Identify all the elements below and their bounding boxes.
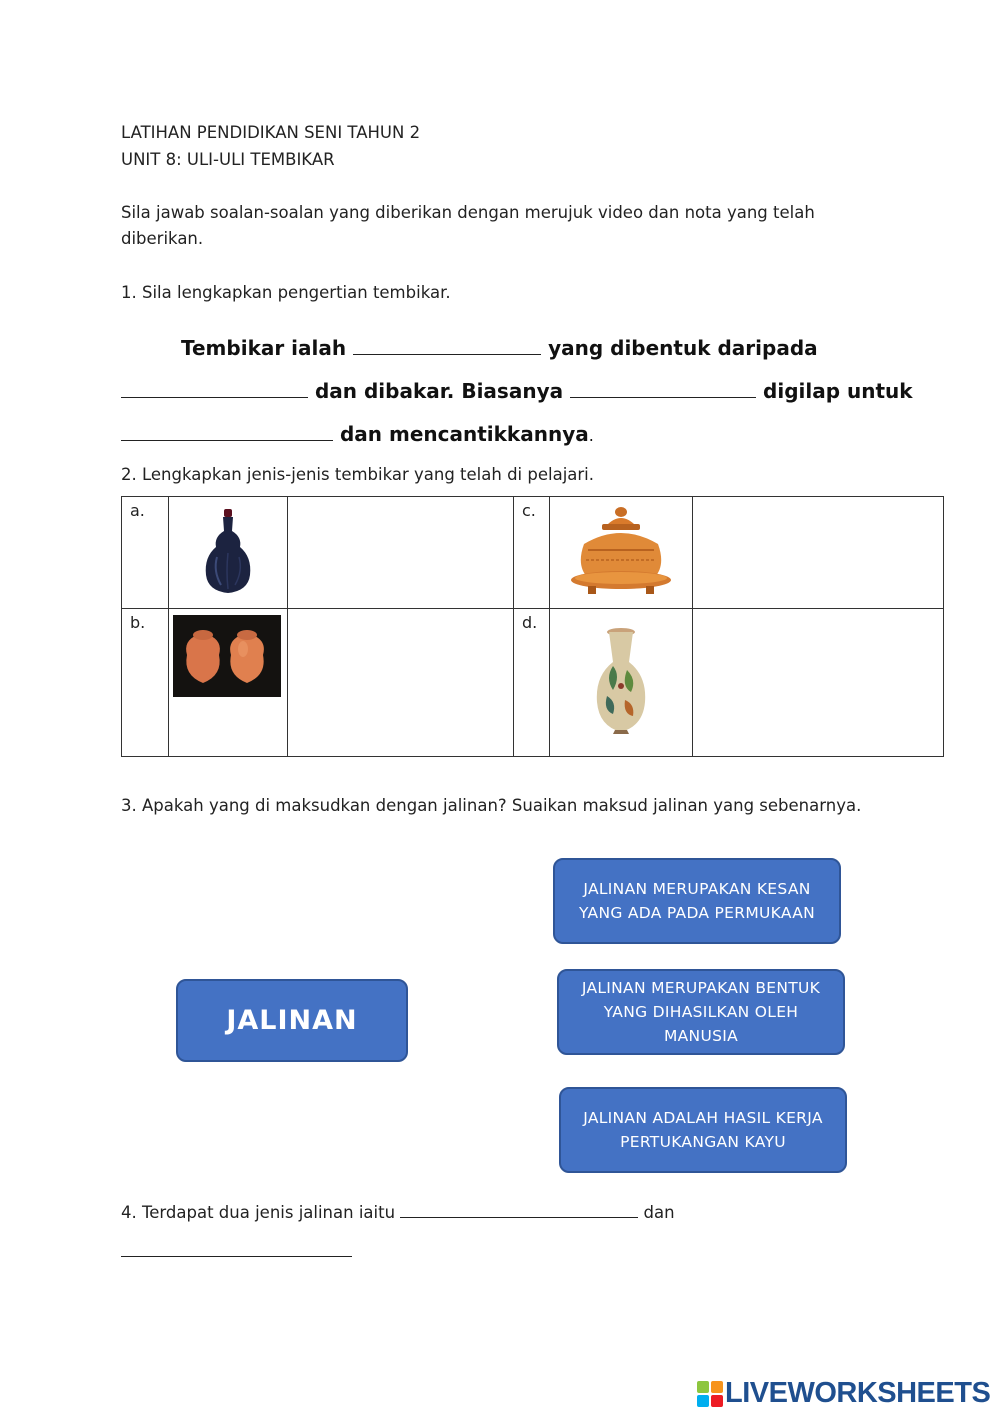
pottery-types-table — [121, 496, 944, 757]
definition-part-4: digilap untuk — [763, 379, 913, 403]
answer-blank-3[interactable] — [570, 383, 756, 398]
question-4-connector: dan — [643, 1203, 675, 1222]
logo-text: LIVEWORKSHEETS — [725, 1377, 991, 1409]
definition-period: . — [588, 426, 594, 445]
liveworksheets-logo-icon — [697, 1381, 723, 1407]
question-1: 1. Sila lengkapkan pengertian tembikar. — [121, 283, 451, 302]
answer-blank-4[interactable] — [121, 426, 333, 441]
worksheet-title: LATIHAN PENDIDIKAN SENI TAHUN 2 — [121, 123, 421, 142]
image-cell-b — [169, 609, 288, 757]
clay-pots-icon — [173, 615, 281, 697]
liveworksheets-logo — [697, 1377, 990, 1410]
label-b: b. — [122, 609, 169, 757]
table-row — [122, 609, 944, 757]
label-d: d. — [514, 609, 550, 757]
question-2: 2. Lengkapkan jenis-jenis tembikar yang telah di pelajari. — [121, 465, 595, 484]
label-c: c. — [514, 497, 550, 609]
definition-part-1: Tembikar ialah — [181, 336, 347, 360]
option-box-1[interactable]: JALINAN MERUPAKAN KESAN YANG ADA PADA PERMUKAAN — [553, 858, 841, 944]
image-cell-c — [550, 497, 693, 609]
option-box-2[interactable]: JALINAN MERUPAKAN BENTUK YANG DIHASILKAN OLEH MANUSIA — [557, 969, 845, 1055]
decorated-vase-icon — [593, 626, 649, 738]
question-3: 3. Apakah yang di maksudkan dengan jalinan? Suaikan maksud jalinan yang sebenarnya. — [121, 796, 862, 815]
answer-blank-5[interactable] — [400, 1203, 638, 1218]
definition-part-5: dan mencantikkannya — [339, 422, 589, 446]
definition-line-3 — [121, 422, 594, 446]
answer-blank-2[interactable] — [121, 383, 308, 398]
definition-part-3: dan dibakar. Biasanya — [314, 379, 564, 403]
answer-cell-c[interactable] — [693, 497, 944, 609]
image-cell-d — [550, 609, 693, 757]
worksheet-unit: UNIT 8: ULI-ULI TEMBIKAR — [121, 150, 335, 169]
black-vase-icon — [203, 507, 253, 597]
definition-line-1 — [181, 336, 818, 360]
answer-cell-a[interactable] — [288, 497, 514, 609]
image-cell-a — [169, 497, 288, 609]
answer-cell-d[interactable] — [693, 609, 944, 757]
lidded-clay-pot-icon — [566, 504, 676, 600]
question-4: 4. Terdapat dua jenis jalinan iaitu — [121, 1203, 396, 1222]
answer-blank-1[interactable] — [353, 340, 541, 355]
jalinan-box[interactable]: JALINAN — [176, 979, 408, 1062]
instructions-line-2: diberikan. — [121, 229, 204, 248]
option-box-3[interactable]: JALINAN ADALAH HASIL KERJA PERTUKANGAN KAYU — [559, 1087, 847, 1173]
answer-blank-6[interactable] — [121, 1256, 352, 1257]
table-row — [122, 497, 944, 609]
answer-cell-b[interactable] — [288, 609, 514, 757]
label-a: a. — [122, 497, 169, 609]
instructions-line-1: Sila jawab soalan-soalan yang diberikan dengan merujuk video dan nota yang telah — [121, 203, 815, 222]
definition-line-2 — [121, 379, 913, 403]
question-4-line — [121, 1203, 675, 1223]
definition-part-2: yang dibentuk daripada — [548, 336, 818, 360]
